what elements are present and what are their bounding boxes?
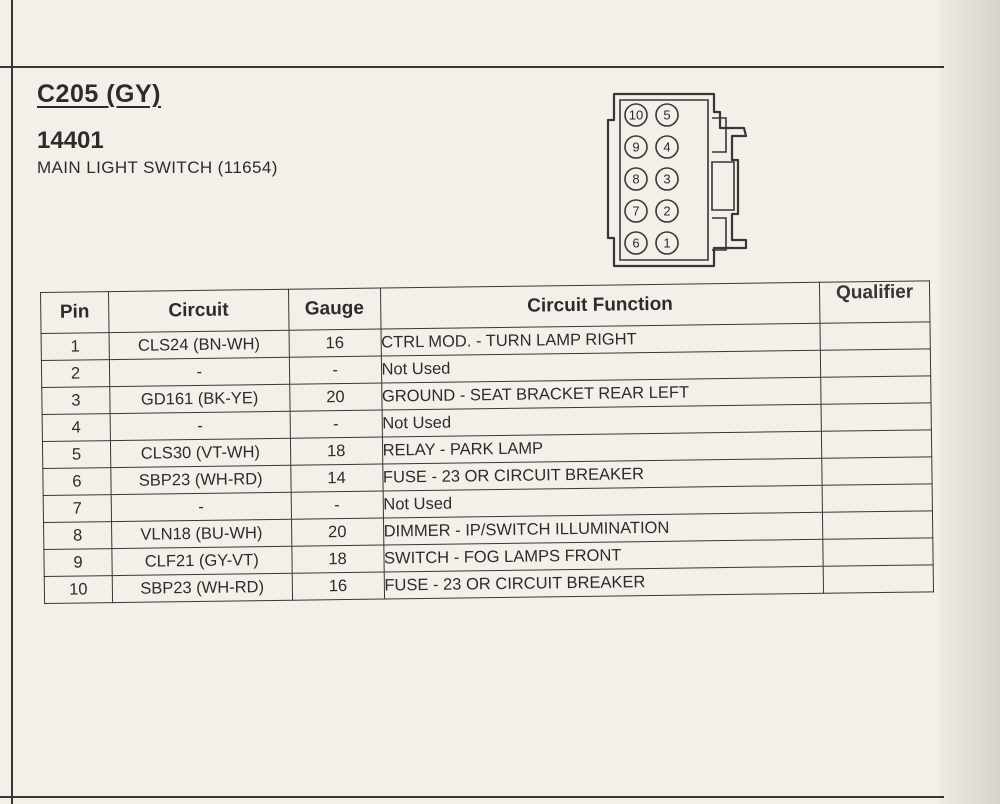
left-rule xyxy=(11,0,13,804)
cell-circuit: VLN18 (BU-WH) xyxy=(111,519,291,548)
cell-pin: 9 xyxy=(44,549,112,577)
connector-pin-number: 9 xyxy=(632,139,640,155)
cell-pin: 1 xyxy=(41,333,109,361)
cell-gauge: 18 xyxy=(292,545,384,573)
cell-pin: 6 xyxy=(43,468,111,496)
cell-circuit-function: FUSE - 23 OR CIRCUIT BREAKER xyxy=(382,458,822,491)
cell-circuit-function: Not Used xyxy=(382,404,822,437)
part-description: MAIN LIGHT SWITCH (11654) xyxy=(37,158,278,177)
page-edge-shadow xyxy=(940,0,1000,804)
connector-pin-number: 7 xyxy=(632,203,640,219)
cell-qualifier xyxy=(820,322,930,350)
connector-pin-number: 4 xyxy=(663,139,671,155)
cell-qualifier xyxy=(823,511,933,539)
cell-circuit-function: GROUND - SEAT BRACKET REAR LEFT xyxy=(381,377,821,410)
cell-gauge: 18 xyxy=(290,437,382,465)
cell-gauge: - xyxy=(289,356,381,384)
header-gauge: Gauge xyxy=(288,288,380,330)
cell-pin: 4 xyxy=(42,414,110,442)
cell-circuit-function: SWITCH - FOG LAMPS FRONT xyxy=(383,539,823,572)
cell-circuit: CLF21 (GY-VT) xyxy=(112,546,292,575)
header-circuit: Circuit xyxy=(108,289,288,332)
connector-pin-number: 3 xyxy=(663,171,671,187)
bottom-rule xyxy=(0,796,944,798)
cell-gauge: 14 xyxy=(290,464,382,492)
cell-circuit: - xyxy=(110,411,290,440)
latch-slot-middle xyxy=(712,162,734,210)
table-body xyxy=(41,322,933,604)
cell-gauge: - xyxy=(291,491,383,519)
header-pin: Pin xyxy=(41,292,109,334)
cell-gauge: 20 xyxy=(291,518,383,546)
top-rule xyxy=(0,66,944,68)
cell-pin: 7 xyxy=(43,495,111,523)
cell-gauge: 16 xyxy=(289,329,381,357)
cell-qualifier xyxy=(821,403,931,431)
cell-qualifier xyxy=(822,457,932,485)
cell-circuit: SBP23 (WH-RD) xyxy=(112,573,292,602)
cell-circuit-function: FUSE - 23 OR CIRCUIT BREAKER xyxy=(384,566,824,599)
pin-table-container xyxy=(40,280,934,622)
cell-circuit: - xyxy=(111,492,291,521)
connector-pin-number: 2 xyxy=(663,203,671,219)
cell-pin: 5 xyxy=(42,441,110,469)
cell-circuit-function: RELAY - PARK LAMP xyxy=(382,431,822,464)
cell-qualifier xyxy=(821,430,931,458)
cell-qualifier xyxy=(821,376,931,404)
part-number: 14401 xyxy=(37,127,104,154)
cell-gauge: 20 xyxy=(289,383,381,411)
cell-qualifier xyxy=(822,484,932,512)
cell-qualifier xyxy=(823,538,933,566)
cell-circuit: CLS24 (BN-WH) xyxy=(109,330,289,359)
cell-circuit-function: CTRL MOD. - TURN LAMP RIGHT xyxy=(381,323,821,356)
cell-pin: 2 xyxy=(41,360,109,388)
cell-circuit-function: Not Used xyxy=(381,350,821,383)
cell-pin: 8 xyxy=(44,522,112,550)
cell-circuit-function: Not Used xyxy=(383,485,823,518)
cell-pin: 10 xyxy=(44,576,112,604)
connector-pin-number: 6 xyxy=(632,235,640,251)
connector-pin-number: 5 xyxy=(663,107,671,123)
cell-gauge: 16 xyxy=(292,572,384,600)
connector-face-diagram xyxy=(606,90,756,270)
cell-qualifier xyxy=(820,349,930,377)
pin-grid xyxy=(625,104,678,254)
connector-id: C205 (GY) xyxy=(37,80,161,108)
cell-gauge: - xyxy=(290,410,382,438)
cell-circuit: - xyxy=(109,357,289,386)
cell-qualifier xyxy=(823,565,933,593)
connector-pin-number: 10 xyxy=(628,107,644,123)
latch-slot-bottom xyxy=(712,218,726,250)
cell-circuit-function: DIMMER - IP/SWITCH ILLUMINATION xyxy=(383,512,823,545)
header-qualifier: Qualifier xyxy=(820,281,930,323)
cell-pin: 3 xyxy=(42,387,110,415)
cell-circuit: GD161 (BK-YE) xyxy=(110,384,290,413)
header-circuit-function: Circuit Function xyxy=(380,282,820,329)
connector-pin-number: 8 xyxy=(632,171,640,187)
cell-circuit: CLS30 (VT-WH) xyxy=(110,438,290,467)
cell-circuit: SBP23 (WH-RD) xyxy=(111,465,291,494)
connector-pin-number: 1 xyxy=(663,235,671,251)
pin-table xyxy=(40,280,934,604)
